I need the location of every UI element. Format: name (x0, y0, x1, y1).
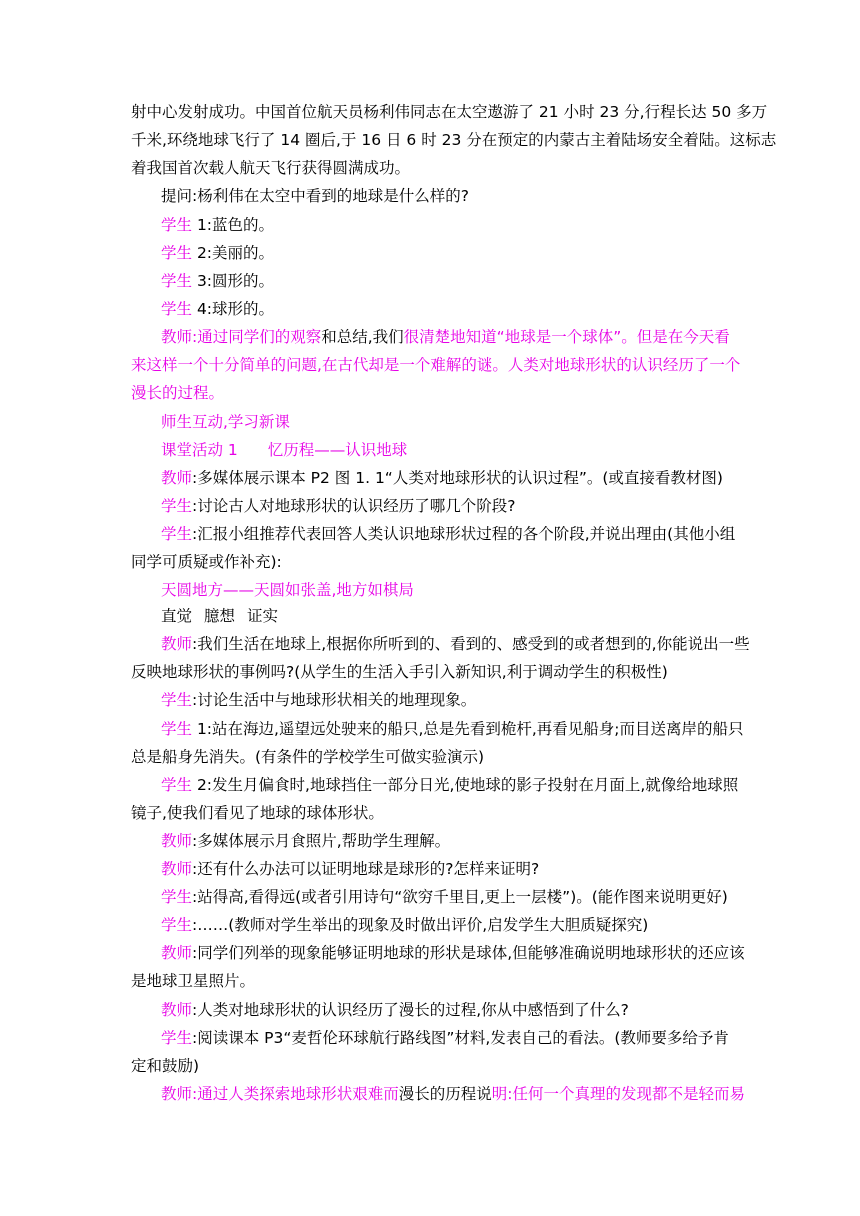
speaker-label: 学生 (161, 497, 193, 515)
line-text: :讨论生活中与地球形状相关的地理现象。 (192, 691, 477, 709)
highlight-text: 教师:通过同学们的观察 (161, 328, 322, 346)
student-line-report (161, 521, 735, 547)
intro-line-3: 着我国首次载人航天飞行获得圆满成功。 (131, 159, 411, 177)
speaker-label: 学生 (161, 272, 193, 290)
line-text: :讨论古人对地球形状的认识经历了哪几个阶段? (192, 497, 516, 515)
student-line-ellipsis (161, 912, 648, 938)
teacher-line-life-cont: 反映地球形状的事例吗?(从学生的生活入手引入新知识,利于调动学生的积极性) (131, 663, 668, 681)
student-line-poem (161, 884, 728, 910)
teacher-line-satellite (161, 940, 745, 966)
section-heading: 师生互动,学习新课 (161, 413, 290, 431)
line-text: :……(教师对学生举出的现象及时做出评价,启发学生大胆质疑探究) (192, 916, 649, 934)
speaker-label: 教师 (161, 1001, 193, 1019)
answer-text: 4:球形的。 (192, 300, 275, 318)
speaker-label: 学生 (161, 720, 193, 738)
teacher-summary-line-3: 漫长的过程。 (131, 384, 225, 402)
student-answer-4 (161, 296, 274, 322)
speaker-label: 教师 (161, 944, 193, 962)
intro-line-1: 射中心发射成功。中国首位航天员杨利伟同志在太空遨游了 21 小时 23 分,行程长达 50 多万 (131, 103, 768, 121)
line-text: :阅读课本 P3“麦哲伦环球航行路线图”材料,发表自己的看法。(教师要多给予肯 (192, 1029, 729, 1047)
question-paragraph: 提问:杨利伟在太空中看到的地球是什么样的? (161, 187, 469, 205)
line-text: :多媒体展示月食照片,帮助学生理解。 (192, 832, 451, 850)
student-answer-2 (161, 240, 274, 266)
plain-text: 漫长的历程说 (398, 1085, 492, 1103)
speaker-label: 学生 (161, 888, 193, 906)
teacher-line-life (161, 631, 750, 657)
speaker-label: 学生 (161, 691, 193, 709)
stage-label: 直觉 (161, 607, 193, 625)
speaker-label: 教师 (161, 860, 193, 878)
student-line-magellan-cont: 定和鼓励) (131, 1057, 200, 1075)
line-text: :同学们列举的现象能够证明地球的形状是球体,但能够准确说明地球形状的还应该 (192, 944, 745, 962)
student-line-report-cont: 同学可质疑或作补充): (131, 553, 282, 571)
speaker-label: 学生 (161, 300, 193, 318)
answer-text: 1:蓝色的。 (192, 216, 275, 234)
speaker-label: 教师 (161, 832, 193, 850)
student-line-phenomena (161, 687, 476, 713)
speaker-label: 学生 (161, 525, 193, 543)
answer-text: 3:圆形的。 (192, 272, 275, 290)
student-answer-3 (161, 268, 274, 294)
answer-text: 2:美丽的。 (192, 244, 275, 262)
speaker-label: 学生 (161, 1029, 193, 1047)
speaker-label: 学生 (161, 244, 193, 262)
activity-heading (161, 437, 407, 463)
line-text: :人类对地球形状的认识经历了漫长的过程,你从中感悟到了什么? (192, 1001, 629, 1019)
speaker-label: 学生 (161, 216, 193, 234)
stage-label: 证实 (247, 607, 279, 625)
stage-label: 臆想 (204, 607, 236, 625)
student-line-eclipse (161, 772, 738, 798)
highlight-text: 教师:通过人类探索地球形状艰难而 (161, 1085, 399, 1103)
speaker-label: 教师 (161, 469, 193, 487)
highlight-text: 明:任何一个真理的发现都不是轻而易 (491, 1085, 745, 1103)
activity-number: 课堂活动 1 (161, 441, 238, 459)
student-answer-1 (161, 212, 274, 238)
highlight-text: 很清楚地知道“地球是一个球体”。但是在今天看 (403, 328, 730, 346)
speaker-label: 教师 (161, 635, 193, 653)
teacher-conclusion-line (161, 1081, 745, 1107)
line-text: :多媒体展示课本 P2 图 1. 1“人类对地球形状的认识过程”。(或直接看教材图) (192, 469, 723, 487)
speaker-label: 学生 (161, 916, 193, 934)
teacher-line-insight (161, 997, 629, 1023)
student-line-discuss (161, 493, 515, 519)
line-text: :我们生活在地球上,根据你所听到的、看到的、感受到的或者想到的,你能说出一些 (192, 635, 750, 653)
teacher-line-photo (161, 828, 450, 854)
student-line-magellan (161, 1025, 729, 1051)
teacher-summary-line-1 (161, 324, 730, 350)
line-text: 2:发生月偏食时,地球挡住一部分日光,使地球的影子投射在月面上,就像给地球照 (192, 776, 739, 794)
line-text: :汇报小组推荐代表回答人类认识地球形状过程的各个阶段,并说出理由(其他小组 (192, 525, 736, 543)
teacher-line-prove (161, 856, 539, 882)
stage-labels (161, 603, 278, 629)
activity-title: 忆历程——认识地球 (267, 441, 408, 459)
line-text: :还有什么办法可以证明地球是球形的?怎样来证明? (192, 860, 540, 878)
student-line-ships-cont: 总是船身先消失。(有条件的学校学生可做实验演示) (131, 748, 485, 766)
student-line-eclipse-cont: 镜子,使我们看见了地球的球体形状。 (131, 804, 384, 822)
teacher-line-p2 (161, 465, 723, 491)
teacher-line-satellite-cont: 是地球卫星照片。 (131, 972, 256, 990)
intro-line-2: 千米,环绕地球飞行了 14 圈后,于 16 日 6 时 23 分在预定的内蒙古主着陆场安全着陆。这标志 (131, 131, 777, 149)
line-text: 1:站在海边,遥望远处驶来的船只,总是先看到桅杆,再看见船身;而目送离岸的船只 (192, 720, 744, 738)
concept-heading: 天圆地方——天圆如张盖,地方如棋局 (161, 581, 414, 599)
speaker-label: 学生 (161, 776, 193, 794)
student-line-ships (161, 716, 744, 742)
teacher-summary-line-2: 来这样一个十分简单的问题,在古代却是一个难解的谜。人类对地球形状的认识经历了一个 (131, 356, 741, 374)
plain-text: 和总结,我们 (321, 328, 404, 346)
line-text: :站得高,看得远(或者引用诗句“欲穷千里目,更上一层楼”)。(能作图来说明更好) (192, 888, 728, 906)
